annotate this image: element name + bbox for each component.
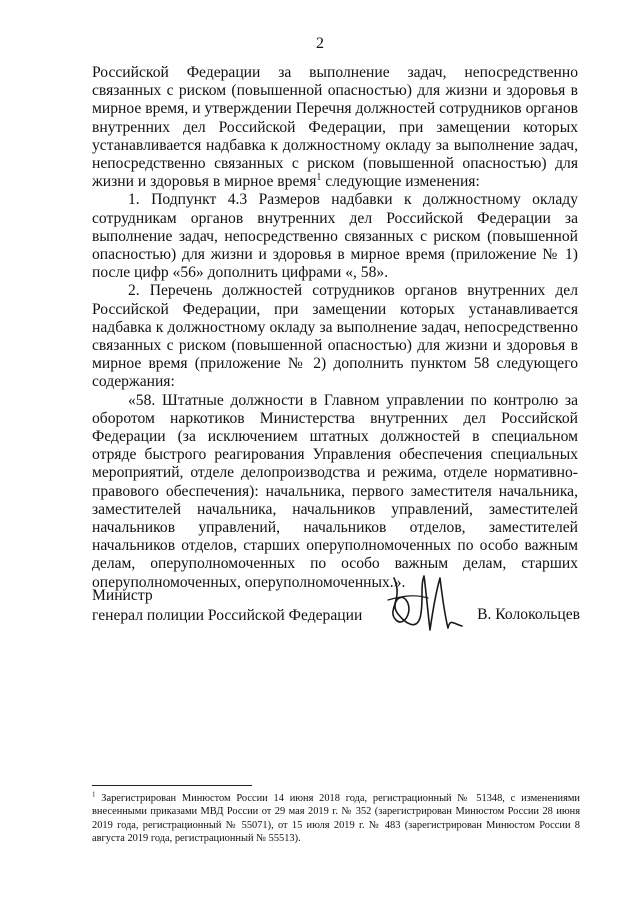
paragraph-item-1: 1. Подпункт 4.3 Размеров надбавки к должностному окладу сотрудникам органов внутренних дел Российской Федерации за выполнение задач, непосредственно связанных с риском (повышенной опасностью) для жизни и здоровья в мирное время (приложение № 1) после цифр «56» дополнить цифрами «, 58». [92,191,578,282]
page-number: 2 [316,35,324,52]
signature-block [92,586,582,646]
footnote-number: 1 [92,790,96,799]
signatory-title-line1: Министр [92,587,153,604]
signatory-title-line2: генерал полиции Российской Федерации [92,607,363,624]
paragraph-item-2: 2. Перечень должностей сотрудников органов внутренних дел Российской Федерации, при замещении которых устанавливается надбавка к должностному окладу за выполнение задач, непосредственно связанных с риском (повышенной опасностью) для жизни и здоровья в мирное время (приложение № 2) дополнить пунктом 58 следующего содержания: [92,282,578,391]
footnote-marker: 1 [316,172,322,184]
handwritten-signature-image [384,570,464,638]
paragraph-item-58: «58. Штатные должности в Главном управлении по контролю за оборотом наркотиков Министерства внутренних дел Российской Федерации (за исключением штатных должностей в специальном отряде быстрого реагирования Управления обеспечения специальных мероприятий, отделе делопроизводства и режима, отделе нормативно-правового обеспечения): начальника, первого заместителя начальника, заместителей начальника, начальников управлений, заместителей начальников управлений, начальников отделов, заместителей начальников отделов, старших оперуполномоченных по особо важным делам, оперуполномоченных по особо важным делам, старших оперуполномоченных, оперуполномоченных.». [92,391,578,591]
footnote [92,792,580,846]
document-body [92,64,578,592]
footnote-text: Зарегистрирован Минюстом России 14 июня 2018 года, регистрационный № 51348, с изменениями внесенными приказами МВД России от 29 мая 2019 г. № 352 (зарегистрирован Минюстом России 28 июня 2019 года, регистрационный № 55071), от 15 июля 2019 г. № 483 (зарегистрирован Минюстом России 8 августа 2019 года, регистрационный № 55513). [92,793,580,845]
paragraph-intro-text: Российской Федерации за выполнение задач, непосредственно связанных с риском (повышенной опасностью) для жизни и здоровья в мирное время, и утверждении Перечня должностей сотрудников органов внутренних дел Российской Федерации, при замещении которых устанавливается надбавка к должностному окладу за выполнение задач, непосредственно связанных с риском (повышенной опасностью) для жизни и здоровья в мирное время [92,64,578,191]
footnote-divider [92,785,252,786]
paragraph-intro-tail: следующие изменения: [321,173,480,191]
signatory-name: В. Колокольцев [477,606,580,623]
paragraph-intro [92,64,578,191]
signatory-title [92,586,362,626]
